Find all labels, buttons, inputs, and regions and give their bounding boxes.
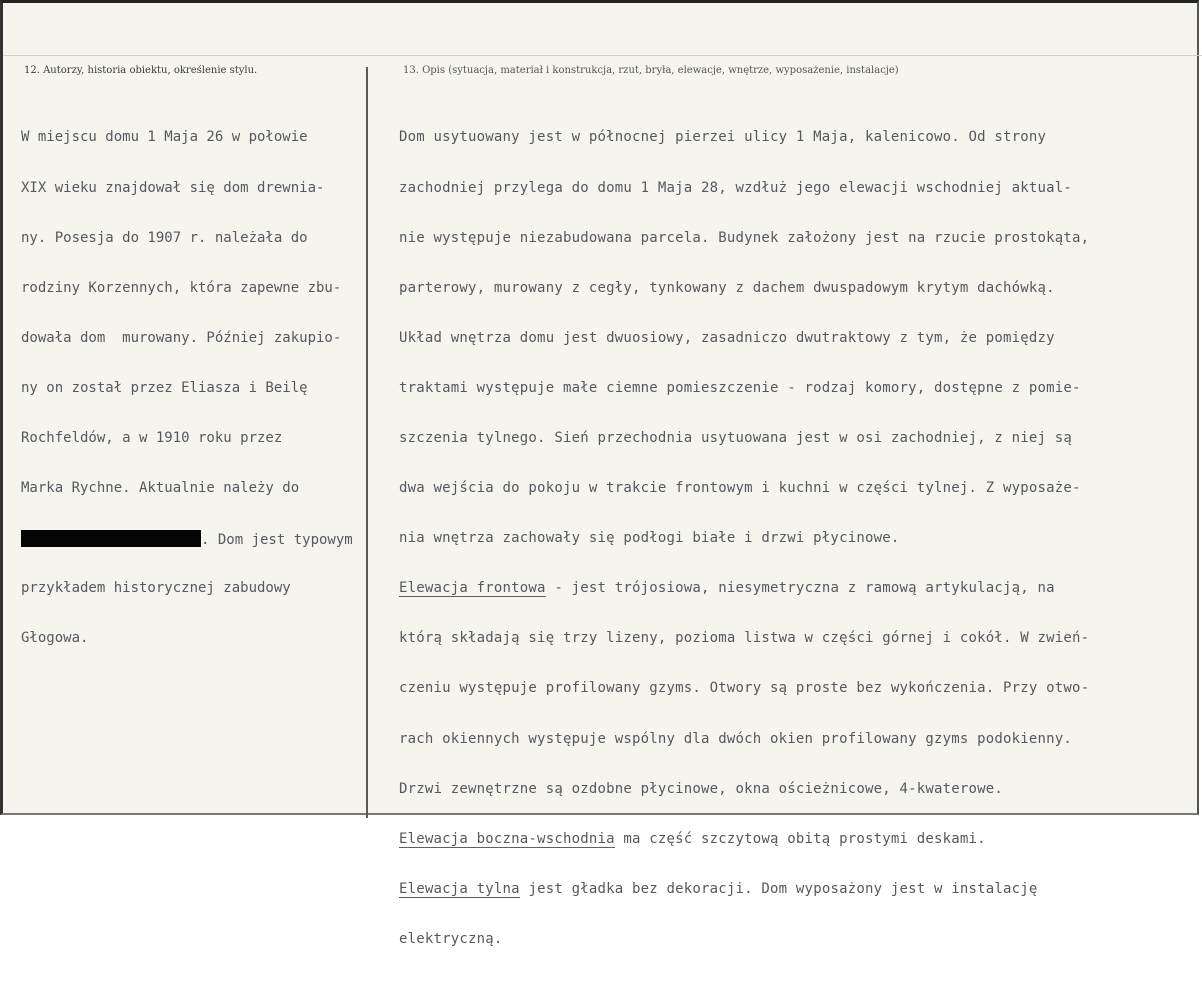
front-elevation-heading: Elewacja frontowa [399,580,546,597]
top-rule [3,55,1202,56]
description-line: zachodniej przylega do domu 1 Maja 28, wzdłuż jego elewacji wschodniej aktual- [399,179,1073,196]
description-text [399,96,1089,981]
description-line-tail: - jest trójosiowa, niesymetryczna z ramową artykulacją, na [545,580,1055,597]
history-line: W miejscu domu 1 Maja 26 w połowie [21,129,308,146]
description-line: czeniu występuje profilowany gzyms. Otwory są proste bez wykończenia. Przy otwo- [399,680,1090,697]
left-column-header: 12. Autorzy, historia obiektu, określenie stylu. [24,65,258,76]
history-line: dowała dom murowany. Później zakupio- [21,329,342,346]
history-line: Głogowa. [21,630,89,647]
description-line-tail: jest gładka bez dekoracji. Dom wyposażony jest w instalację [519,880,1038,897]
history-line-tail: . Dom jest typowym [201,532,353,549]
description-line: nia wnętrza zachowały się podłogi białe i drzwi płycinowe. [399,530,900,547]
history-text [21,96,353,680]
description-line: rach okiennych występuje wspólny dla dwóch okien profilowany gzyms podokienny. [399,730,1073,747]
redaction-bar [21,530,201,547]
description-line: parterowy, murowany z cegły, tynkowany z dachem dwuspadowym krytym dachówką. [399,279,1055,296]
description-line-side-elevation [399,831,1089,848]
side-elevation-heading: Elewacja boczna-wschodnia [399,830,615,847]
description-line: szczenia tylnego. Sień przechodnia usytuowana jest w osi zachodniej, z niej są [399,429,1073,446]
history-line: ny. Posesja do 1907 r. należała do [21,229,308,246]
history-line: Marka Rychne. Aktualnie należy do [21,480,300,497]
history-line-with-redaction [21,530,353,547]
column-divider [366,67,368,818]
description-line: Dom usytuowany jest w północnej pierzei ulicy 1 Maja, kalenicowo. Od strony [399,129,1047,146]
history-line: Rochfeldów, a w 1910 roku przez [21,429,283,446]
history-line: przykładem historycznej zabudowy [21,580,291,597]
description-line: traktami występuje małe ciemne pomieszczenie - rodzaj komory, dostępne z pomie- [399,379,1081,396]
history-line: XIX wieku znajdował się dom drewnia- [21,179,325,196]
description-line: nie występuje niezabudowana parcela. Budynek założony jest na rzucie prostokąta, [399,229,1090,246]
history-line: rodziny Korzennych, która zapewne zbu- [21,279,342,296]
description-line: którą składają się trzy lizeny, pozioma listwa w części górnej i cokół. W zwień- [399,630,1090,647]
description-line: Drzwi zewnętrzne są ozdobne płycinowe, okna ościeżnicowe, 4-kwaterowe. [399,780,1004,797]
description-line: Układ wnętrza domu jest dwuosiowy, zasadniczo dwutraktowy z tym, że pomiędzy [399,329,1055,346]
description-line: dwa wejścia do pokoju w trakcie frontowym i kuchni w części tylnej. Z wyposaże- [399,480,1081,497]
description-line: elektryczną. [399,930,503,947]
description-line-tail: ma część szczytową obitą prostymi deskami. [614,830,986,847]
description-line-rear-elevation [399,881,1089,898]
history-line: ny on został przez Eliasza i Beilę [21,379,308,396]
rear-elevation-heading: Elewacja tylna [399,880,520,897]
description-line-front-elevation [399,580,1089,597]
right-column-header: 13. Opis (sytuacja, materiał i konstrukcja, rzut, bryła, elewacje, wnętrze, wyposażenie, instalacje) [403,65,899,76]
